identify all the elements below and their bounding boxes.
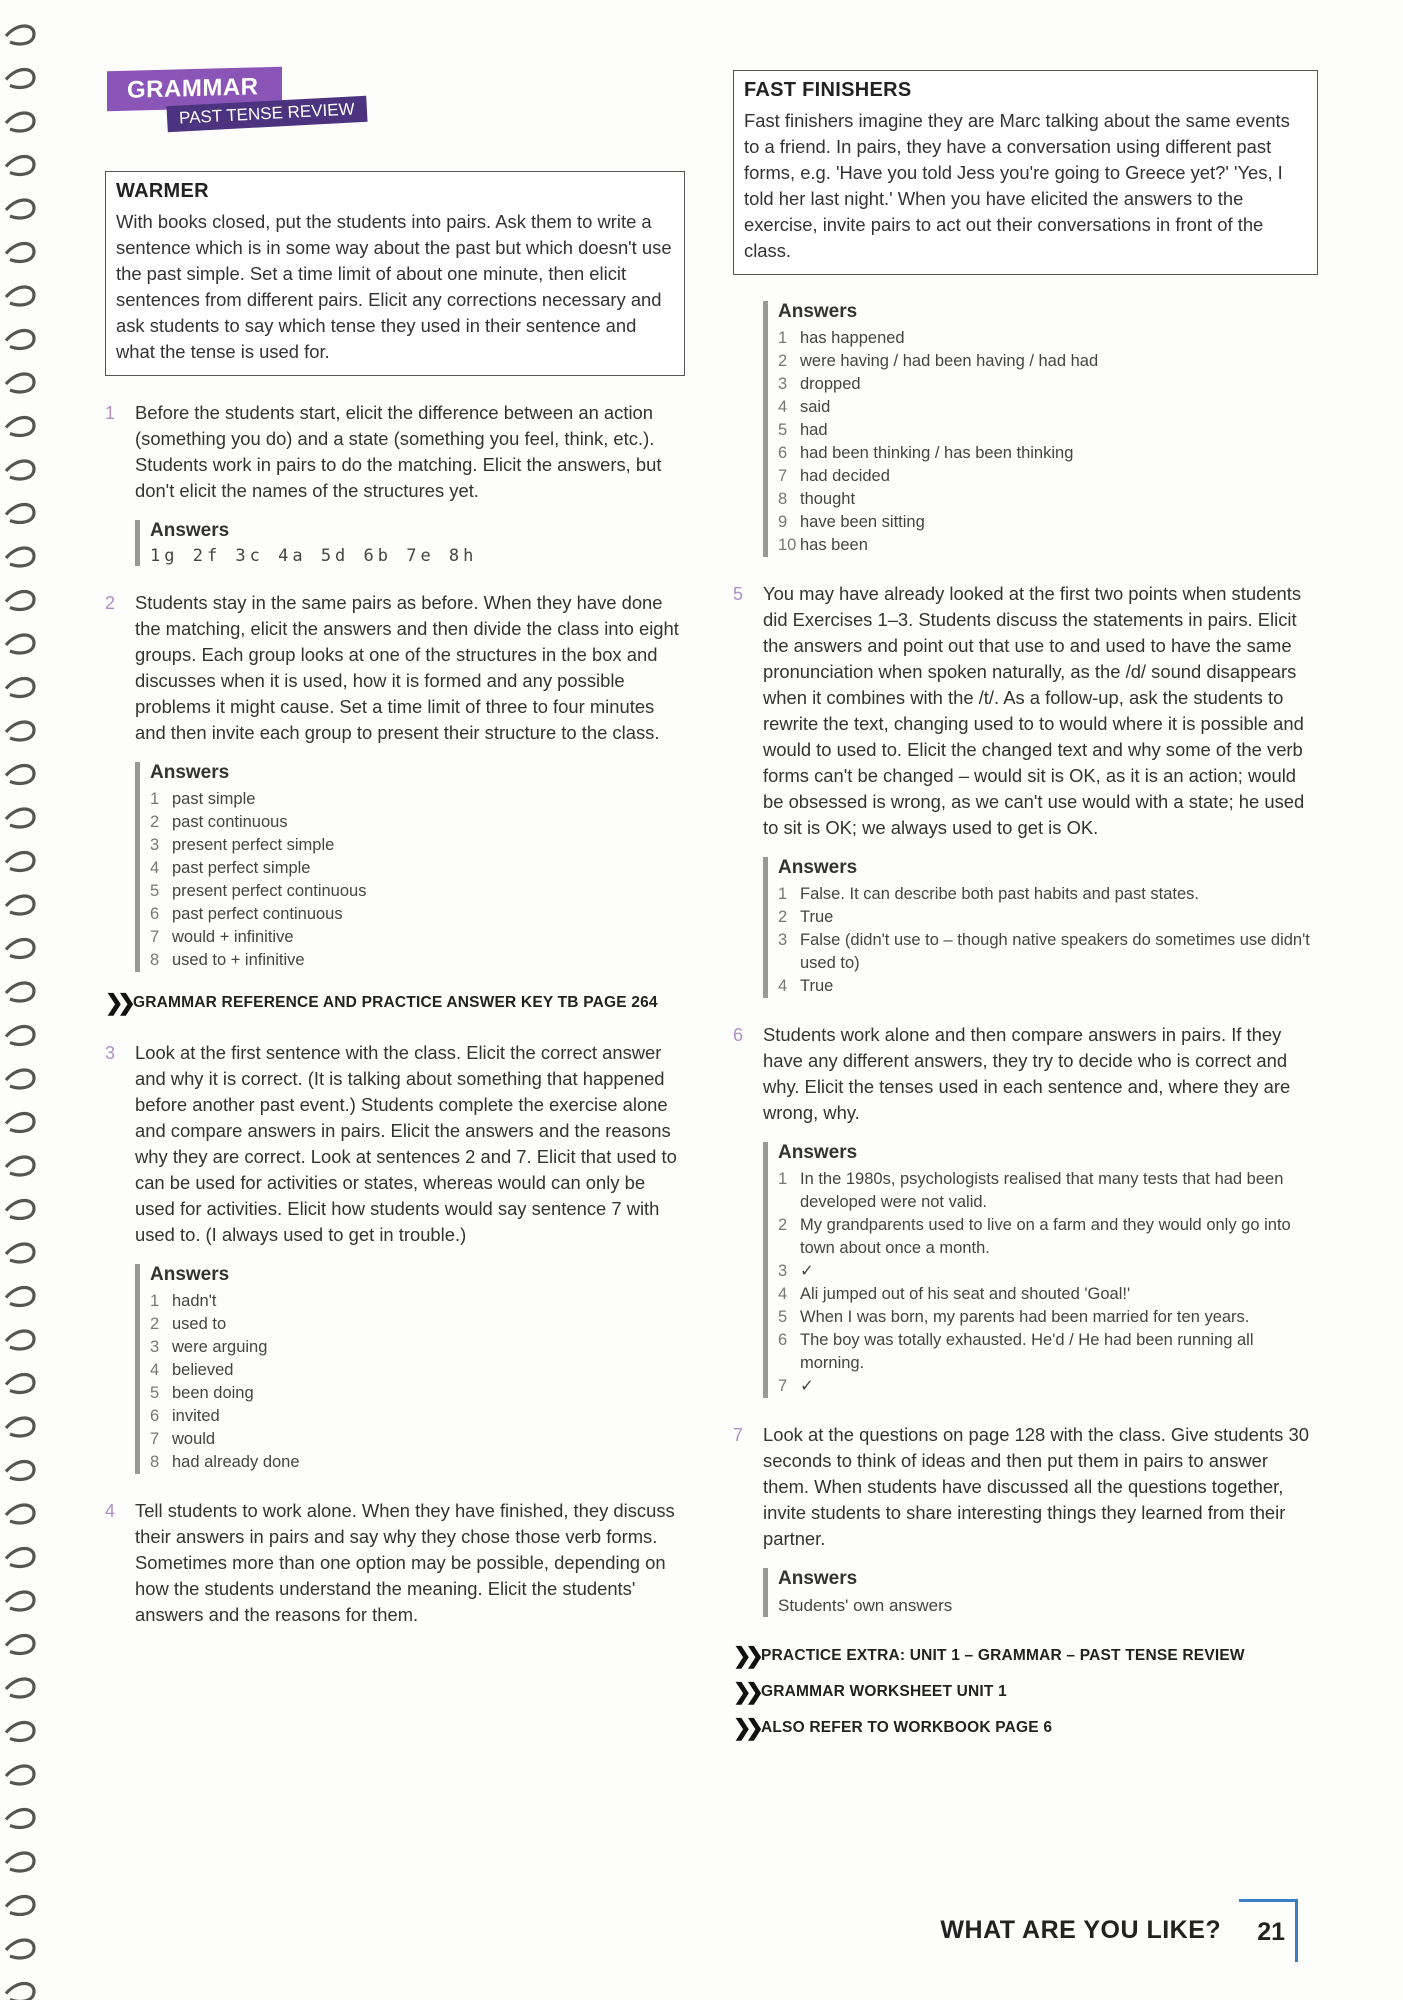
answer-number: 9 bbox=[778, 513, 788, 531]
answers-label: Answers bbox=[778, 1142, 858, 1163]
answers-7 bbox=[763, 1568, 1318, 1617]
spiral-ring bbox=[6, 896, 34, 914]
spiral-ring bbox=[6, 592, 34, 610]
spiral-ring bbox=[6, 1766, 34, 1784]
spiral-ring bbox=[6, 461, 34, 479]
spiral-ring bbox=[6, 1418, 34, 1436]
answer-number: 7 bbox=[150, 1430, 160, 1448]
spiral-ring bbox=[6, 983, 34, 1001]
answer-item bbox=[150, 949, 685, 972]
answer-number: 5 bbox=[150, 882, 160, 900]
answer-number: 1 bbox=[150, 790, 160, 808]
answer-number: 8 bbox=[150, 951, 160, 969]
answer-text: In the 1980s, psychologists realised that many tests that had been developed were not valid. bbox=[800, 1170, 1284, 1211]
exercise-number: 2 bbox=[105, 593, 116, 613]
answer-text: past perfect simple bbox=[172, 859, 311, 877]
answer-item bbox=[778, 488, 1318, 511]
exercise-4 bbox=[105, 1498, 685, 1628]
answers-list bbox=[150, 1290, 685, 1474]
answer-item bbox=[778, 1306, 1318, 1329]
exercise-number: 4 bbox=[105, 1501, 116, 1521]
spiral-ring bbox=[6, 940, 34, 958]
spiral-ring bbox=[6, 1331, 34, 1349]
exercise-2 bbox=[105, 590, 685, 746]
spiral-ring bbox=[6, 1375, 34, 1393]
answer-text: ✓ bbox=[800, 1262, 814, 1280]
answer-item bbox=[150, 1313, 685, 1336]
fast-finishers-box bbox=[733, 70, 1318, 275]
page-number: 21 bbox=[1239, 1899, 1298, 1962]
answer-item bbox=[778, 1260, 1318, 1283]
answer-number: 1 bbox=[150, 1292, 160, 1310]
exercise-text: Look at the first sentence with the class. Elicit the correct answer and why it is correct. (It is talking about something that happened before another past event.) Students complete the exercise alone and compare answers in pairs. Elicit the answers and the reasons why they are correct. Look at sentences 2 and 7. Elicit that used to can be used for activities or states, whereas would can only be used for activities. Elicit how students would say sentence 7 with used to. (I always used to get in trouble.) bbox=[135, 1042, 677, 1245]
answer-number: 5 bbox=[150, 1384, 160, 1402]
answer-number: 7 bbox=[778, 1377, 788, 1395]
answer-text: used to + infinitive bbox=[172, 951, 305, 969]
answers-6 bbox=[763, 1142, 1318, 1398]
answers-label: Answers bbox=[150, 762, 230, 783]
spiral-ring bbox=[6, 548, 34, 566]
answer-text: had been thinking / has been thinking bbox=[800, 444, 1074, 462]
answer-number: 2 bbox=[778, 1216, 788, 1234]
spiral-ring bbox=[6, 1549, 34, 1567]
spiral-ring bbox=[6, 244, 34, 262]
exercise-5 bbox=[733, 581, 1318, 841]
answer-item bbox=[150, 1451, 685, 1474]
answer-item bbox=[150, 903, 685, 926]
spiral-ring bbox=[6, 26, 34, 44]
reference-label: ALSO REFER TO WORKBOOK PAGE 6 bbox=[761, 1719, 1053, 1736]
exercise-number: 5 bbox=[733, 584, 744, 604]
spiral-ring bbox=[6, 1244, 34, 1262]
practice-extra-link[interactable] bbox=[733, 1643, 1318, 1669]
badge-title: GRAMMAR bbox=[107, 67, 282, 112]
spiral-ring bbox=[6, 287, 34, 305]
answer-text: dropped bbox=[800, 375, 861, 393]
answer-text: were having / had been having / had had bbox=[800, 352, 1099, 370]
answer-text: believed bbox=[172, 1361, 234, 1379]
answers-1 bbox=[135, 520, 685, 566]
spiral-ring bbox=[6, 418, 34, 436]
exercise-text: Tell students to work alone. When they have finished, they discuss their answers in pairs and say why they chose those verb forms. Sometimes more than one option may be possible, depending on how the students understand the meaning. Elicit the students' answers and the reasons for them. bbox=[135, 1500, 675, 1625]
spiral-ring bbox=[6, 809, 34, 827]
answers-3 bbox=[135, 1264, 685, 1474]
answer-number: 2 bbox=[778, 352, 788, 370]
answer-text: True bbox=[800, 908, 834, 926]
spiral-ring bbox=[6, 70, 34, 88]
answers-label: Answers bbox=[778, 1568, 858, 1589]
spiral-binding bbox=[0, 0, 60, 2000]
spiral-ring bbox=[6, 113, 34, 131]
exercise-text: Before the students start, elicit the difference between an action (something you do) and a state (something you feel, think, etc.). Students work in pairs to do the matching. Elicit the answers, but don't elicit the names of the structures yet. bbox=[135, 402, 662, 501]
answers-4 bbox=[763, 301, 1318, 557]
exercise-text: Students work alone and then compare answers in pairs. If they have any different answers, they try to decide who is correct and why. Elicit the tenses used in each sentence and, where they are wrong, why. bbox=[763, 1024, 1291, 1123]
spiral-ring bbox=[6, 1288, 34, 1306]
answer-item bbox=[150, 788, 685, 811]
spiral-ring bbox=[6, 1723, 34, 1741]
answers-label: Answers bbox=[778, 301, 858, 322]
spiral-ring bbox=[6, 722, 34, 740]
answer-number: 7 bbox=[778, 467, 788, 485]
answer-number: 2 bbox=[150, 813, 160, 831]
answer-item bbox=[150, 1336, 685, 1359]
answer-number: 3 bbox=[778, 1262, 788, 1280]
answer-item bbox=[778, 906, 1318, 929]
answer-text: had decided bbox=[800, 467, 890, 485]
spiral-ring bbox=[6, 1070, 34, 1088]
answer-text: True bbox=[800, 977, 834, 995]
answer-text: past simple bbox=[172, 790, 256, 808]
answers-text: Students' own answers bbox=[778, 1596, 953, 1615]
reference-label: GRAMMAR WORKSHEET UNIT 1 bbox=[761, 1683, 1007, 1700]
answer-item bbox=[150, 811, 685, 834]
grammar-worksheet-link[interactable] bbox=[733, 1679, 1318, 1705]
spiral-ring bbox=[6, 1027, 34, 1045]
grammar-reference-link[interactable] bbox=[105, 990, 685, 1016]
double-chevron-icon: ❯❯ bbox=[733, 1643, 758, 1668]
exercise-number: 3 bbox=[105, 1043, 116, 1063]
answer-text: present perfect continuous bbox=[172, 882, 367, 900]
exercise-text: Students stay in the same pairs as before. When they have done the matching, elicit the answers and then divide the class into eight groups. Each group looks at one of the structures in the box and discusses when it is used, how it is formed and any possible problems it might cause. Set a time limit of three to four minutes and then invite each group to present their structure to the class. bbox=[135, 592, 679, 743]
spiral-ring bbox=[6, 157, 34, 175]
double-chevron-icon: ❯❯ bbox=[105, 990, 130, 1015]
answer-text: would + infinitive bbox=[172, 928, 294, 946]
answer-item bbox=[150, 857, 685, 880]
answer-text: has happened bbox=[800, 329, 905, 347]
answer-number: 8 bbox=[150, 1453, 160, 1471]
spiral-ring bbox=[6, 853, 34, 871]
exercise-number: 1 bbox=[105, 403, 116, 423]
unit-title: WHAT ARE YOU LIKE? bbox=[940, 1916, 1222, 1944]
answer-item bbox=[150, 1428, 685, 1451]
answer-number: 4 bbox=[778, 398, 788, 416]
spiral-ring bbox=[6, 1201, 34, 1219]
badge-subtitle: PAST TENSE REVIEW bbox=[166, 96, 367, 132]
answers-label: Answers bbox=[150, 520, 230, 541]
spiral-ring bbox=[6, 1636, 34, 1654]
answer-number: 3 bbox=[150, 836, 160, 854]
answer-number: 1 bbox=[778, 885, 788, 903]
answer-text: ✓ bbox=[800, 1377, 814, 1395]
answer-text: present perfect simple bbox=[172, 836, 335, 854]
answer-text: past continuous bbox=[172, 813, 288, 831]
answer-item bbox=[778, 350, 1318, 373]
warmer-text: With books closed, put the students into pairs. Ask them to write a sentence which is in some way about the past but which doesn't use the past simple. Set a time limit of about one minute, then elicit sentences from different pairs. Elicit any corrections necessary and ask students to say which tense they used in their sentence and what the tense is used for. bbox=[116, 211, 672, 362]
answer-number: 3 bbox=[778, 931, 788, 949]
warmer-title: WARMER bbox=[116, 180, 209, 202]
answer-item bbox=[150, 1382, 685, 1405]
answer-item bbox=[150, 834, 685, 857]
answer-text: thought bbox=[800, 490, 856, 508]
answer-text: False (didn't use to – though native speakers do sometimes use didn't used to) bbox=[800, 931, 1310, 972]
spiral-ring bbox=[6, 1940, 34, 1958]
answer-number: 6 bbox=[778, 444, 788, 462]
answer-text: False. It can describe both past habits and past states. bbox=[800, 885, 1199, 903]
answer-text: When I was born, my parents had been married for ten years. bbox=[800, 1308, 1250, 1326]
answer-item bbox=[778, 373, 1318, 396]
exercise-number: 6 bbox=[733, 1025, 744, 1045]
answer-item bbox=[778, 1283, 1318, 1306]
spiral-ring bbox=[6, 1897, 34, 1915]
spiral-ring bbox=[6, 1157, 34, 1175]
spiral-ring bbox=[6, 1810, 34, 1828]
answer-number: 1 bbox=[778, 329, 788, 347]
answer-number: 8 bbox=[778, 490, 788, 508]
answer-number: 5 bbox=[778, 1308, 788, 1326]
answer-item bbox=[778, 327, 1318, 350]
workbook-link[interactable] bbox=[733, 1715, 1318, 1741]
answer-text: had already done bbox=[172, 1453, 300, 1471]
answer-text: have been sitting bbox=[800, 513, 925, 531]
answers-inline: 1g 2f 3c 4a 5d 6b 7e 8h bbox=[150, 546, 478, 566]
answer-text: My grandparents used to live on a farm and they would only go into town about once a month. bbox=[800, 1216, 1291, 1257]
spiral-ring bbox=[6, 635, 34, 653]
answer-text: would bbox=[172, 1430, 216, 1448]
answer-item bbox=[778, 1329, 1318, 1375]
answer-number: 6 bbox=[150, 905, 160, 923]
answer-number: 7 bbox=[150, 928, 160, 946]
left-column bbox=[105, 65, 685, 1628]
page-footer bbox=[940, 1899, 1298, 1962]
answer-text: been doing bbox=[172, 1384, 254, 1402]
double-chevron-icon: ❯❯ bbox=[733, 1715, 758, 1740]
answer-item bbox=[778, 883, 1318, 906]
spiral-ring bbox=[6, 331, 34, 349]
exercise-7 bbox=[733, 1422, 1318, 1552]
answer-item bbox=[778, 534, 1318, 557]
spiral-ring bbox=[6, 1114, 34, 1132]
fast-finishers-text: Fast finishers imagine they are Marc talking about the same events to a friend. In pairs, they have a conversation using different past forms, e.g. 'Have you told Jess you're going to Greece yet?' 'Yes, I told her last night.' When you have elicited the answers to the exercise, invite pairs to act out their conversations in front of the class. bbox=[744, 110, 1290, 261]
answer-item bbox=[150, 1405, 685, 1428]
answer-text: used to bbox=[172, 1315, 227, 1333]
answers-2 bbox=[135, 762, 685, 972]
spiral-ring bbox=[6, 1462, 34, 1480]
answer-number: 4 bbox=[150, 1361, 160, 1379]
spiral-ring bbox=[6, 1853, 34, 1871]
fast-finishers-title: FAST FINISHERS bbox=[744, 79, 912, 101]
answer-number: 3 bbox=[778, 375, 788, 393]
answer-number: 2 bbox=[150, 1315, 160, 1333]
double-chevron-icon: ❯❯ bbox=[733, 1679, 758, 1704]
reference-label: PRACTICE EXTRA: UNIT 1 – GRAMMAR – PAST TENSE REVIEW bbox=[761, 1647, 1245, 1664]
warmer-box bbox=[105, 171, 685, 376]
answer-item bbox=[150, 1359, 685, 1382]
answer-number: 6 bbox=[778, 1331, 788, 1349]
spiral-ring bbox=[6, 1984, 34, 2000]
exercise-text: Look at the questions on page 128 with the class. Give students 30 seconds to think of ideas and then put them in pairs to answer them. When students have discussed all the questions together, invite students to share interesting things they learned from their partner. bbox=[763, 1424, 1309, 1549]
answer-item bbox=[778, 929, 1318, 975]
spiral-ring bbox=[6, 1679, 34, 1697]
exercise-text: You may have already looked at the first two points when students did Exercises 1–3. Students discuss the statements in pairs. Elicit the answers and point out that use to and used to have the same pronunciation when spoken naturally, as the /d/ sound disappears when it combines with the /t/. As a follow-up, ask the students to rewrite the text, changing used to to would where it is possible and would to used to. Elicit the changed text and why some of the verb forms can't be changed – would sit is OK, as it is an action; would be obsessed is wrong, as we can't use would with a state; he used to sit is OK; we always used to get is OK. bbox=[763, 583, 1305, 838]
answer-number: 1 bbox=[778, 1170, 788, 1188]
answer-item bbox=[150, 880, 685, 903]
answer-item bbox=[778, 1168, 1318, 1214]
answers-list bbox=[778, 1168, 1318, 1398]
answers-list bbox=[778, 883, 1318, 998]
answers-list bbox=[150, 788, 685, 972]
reference-label: GRAMMAR REFERENCE AND PRACTICE ANSWER KEY TB PAGE 264 bbox=[133, 994, 658, 1011]
exercise-1 bbox=[105, 400, 685, 504]
answer-text: were arguing bbox=[172, 1338, 268, 1356]
answer-item bbox=[150, 1290, 685, 1313]
answer-item bbox=[778, 442, 1318, 465]
exercise-6 bbox=[733, 1022, 1318, 1126]
answer-item bbox=[778, 419, 1318, 442]
answers-label: Answers bbox=[150, 1264, 230, 1285]
answers-5 bbox=[763, 857, 1318, 998]
answer-item bbox=[778, 511, 1318, 534]
answer-text: had bbox=[800, 421, 828, 439]
spiral-ring bbox=[6, 766, 34, 784]
answer-text: has been bbox=[800, 536, 868, 554]
answers-label: Answers bbox=[778, 857, 858, 878]
answer-number: 2 bbox=[778, 908, 788, 926]
section-badge bbox=[105, 65, 685, 133]
answer-text: Ali jumped out of his seat and shouted 'Goal!' bbox=[800, 1285, 1131, 1303]
answer-text: said bbox=[800, 398, 831, 416]
answer-item bbox=[150, 926, 685, 949]
right-column bbox=[733, 70, 1318, 1741]
answer-number: 10 bbox=[778, 536, 797, 554]
answer-number: 4 bbox=[150, 859, 160, 877]
answer-number: 5 bbox=[778, 421, 788, 439]
answer-item bbox=[778, 975, 1318, 998]
spiral-ring bbox=[6, 374, 34, 392]
answer-number: 6 bbox=[150, 1407, 160, 1425]
spiral-ring bbox=[6, 1592, 34, 1610]
spiral-ring bbox=[6, 505, 34, 523]
answer-item bbox=[778, 1375, 1318, 1398]
answer-number: 4 bbox=[778, 977, 788, 995]
answer-text: past perfect continuous bbox=[172, 905, 343, 923]
spiral-ring bbox=[6, 1505, 34, 1523]
answer-text: The boy was totally exhausted. He'd / He had been running all morning. bbox=[800, 1331, 1254, 1372]
spiral-ring bbox=[6, 200, 34, 218]
exercise-3 bbox=[105, 1040, 685, 1248]
answer-item bbox=[778, 396, 1318, 419]
answers-list bbox=[778, 327, 1318, 557]
exercise-number: 7 bbox=[733, 1425, 744, 1445]
spiral-ring bbox=[6, 679, 34, 697]
answer-number: 4 bbox=[778, 1285, 788, 1303]
answer-number: 3 bbox=[150, 1338, 160, 1356]
answer-item bbox=[778, 465, 1318, 488]
answer-text: hadn't bbox=[172, 1292, 217, 1310]
answer-text: invited bbox=[172, 1407, 220, 1425]
answer-item bbox=[778, 1214, 1318, 1260]
